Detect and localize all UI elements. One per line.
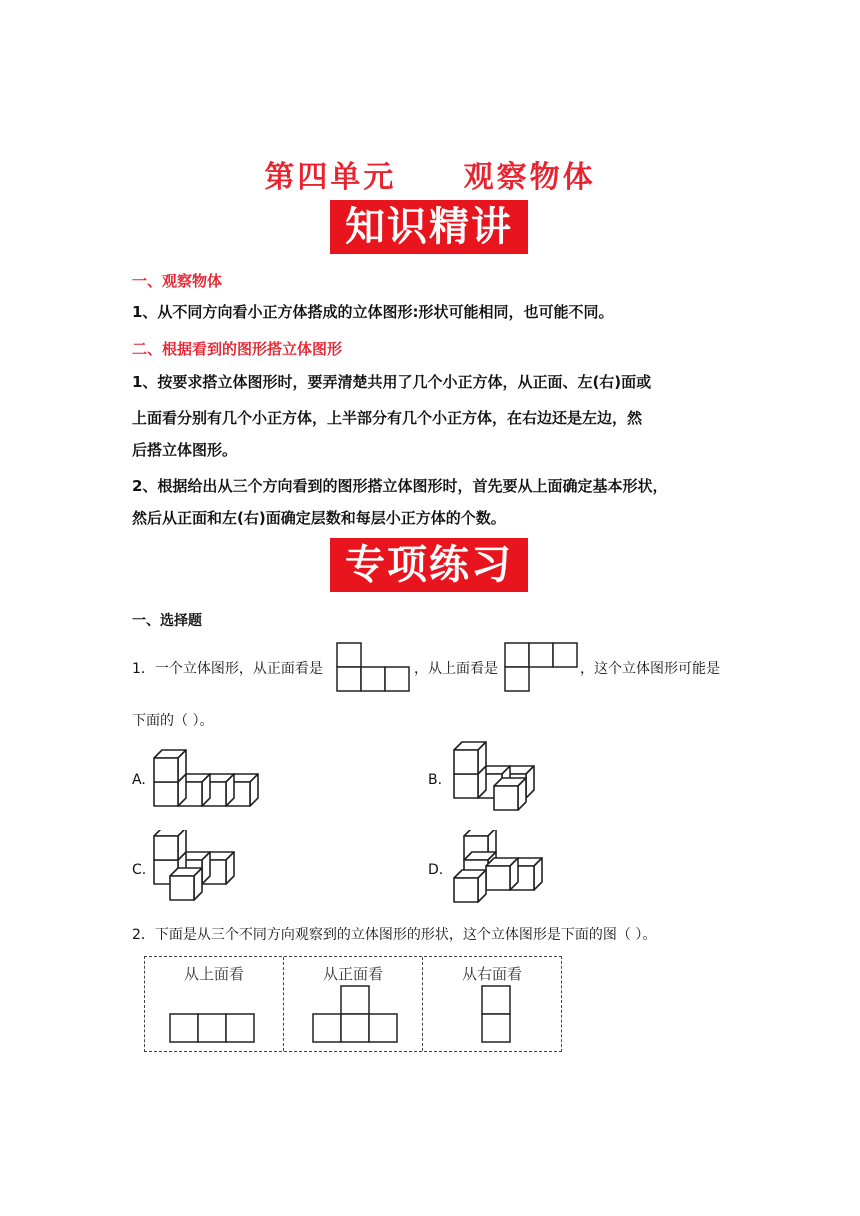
exercise-heading: 一、选择题 — [132, 613, 202, 629]
option-b-label: B. — [428, 772, 443, 788]
q1-text-part3: ，这个立体图形可能是 — [580, 661, 720, 677]
page-title: 第四单元 观察物体 — [264, 160, 596, 195]
cube — [154, 830, 186, 860]
cube — [154, 750, 186, 782]
option-a-figure — [150, 740, 270, 814]
view-front-figure — [312, 985, 400, 1047]
cube — [170, 868, 202, 900]
q1-front-view-figure — [336, 642, 412, 694]
option-c-label: C. — [132, 862, 147, 878]
cube — [486, 858, 518, 890]
section2-point1-line3: 后搭立体图形。 — [132, 441, 238, 459]
banner-knowledge: 知识精讲 — [330, 200, 528, 254]
option-d-figure — [450, 830, 550, 910]
option-d-label: D. — [428, 862, 444, 878]
q1-text-part2: ，从上面看是 — [414, 661, 498, 677]
view-front-label: 从正面看 — [322, 965, 383, 983]
view-top-label: 从上面看 — [183, 965, 244, 983]
q2-views-box — [144, 956, 562, 1052]
view-top-figure — [169, 1013, 257, 1045]
cube — [454, 870, 486, 902]
q1-top-view-figure — [504, 642, 580, 694]
cube — [494, 778, 526, 810]
view-front-panel — [284, 957, 422, 1051]
option-c-figure — [150, 830, 250, 910]
section1-heading: 一、观察物体 — [132, 272, 223, 290]
option-a-label: A. — [132, 772, 146, 788]
view-right-label: 从右面看 — [461, 965, 522, 983]
view-right-panel — [423, 957, 561, 1051]
q1-text-line2: 下面的（ ）。 — [132, 713, 214, 729]
section2-point2-line1: 2、根据给出从三个方向看到的图形搭立体图形时，首先要从上面确定基本形状， — [132, 477, 668, 495]
cube — [454, 742, 486, 774]
q2-text: 2．下面是从三个不同方向观察到的立体图形的形状，这个立体图形是下面的图（ ）。 — [132, 927, 657, 943]
banner-practice: 专项练习 — [330, 538, 528, 592]
section2-point2-line2: 然后从正面和左(右)面确定层数和每层小正方体的个数。 — [132, 509, 506, 527]
option-b-figure — [450, 740, 550, 820]
section1-point1: 1、从不同方向看小正方体搭成的立体图形:形状可能相同，也可能不同。 — [132, 303, 614, 321]
view-top-panel — [145, 957, 283, 1051]
q1-text-part1: 1．一个立体图形，从正面看是 — [132, 661, 323, 677]
section2-heading: 二、根据看到的图形搭立体图形 — [132, 340, 343, 358]
section2-point1-line2: 上面看分别有几个小正方体，上半部分有几个小正方体，在右边还是左边，然 — [132, 409, 643, 427]
view-right-figure — [481, 985, 513, 1047]
section2-point1-line1: 1、按要求搭立体图形时，要弄清楚共用了几个小正方体，从正面、左(右)面或 — [132, 373, 652, 391]
